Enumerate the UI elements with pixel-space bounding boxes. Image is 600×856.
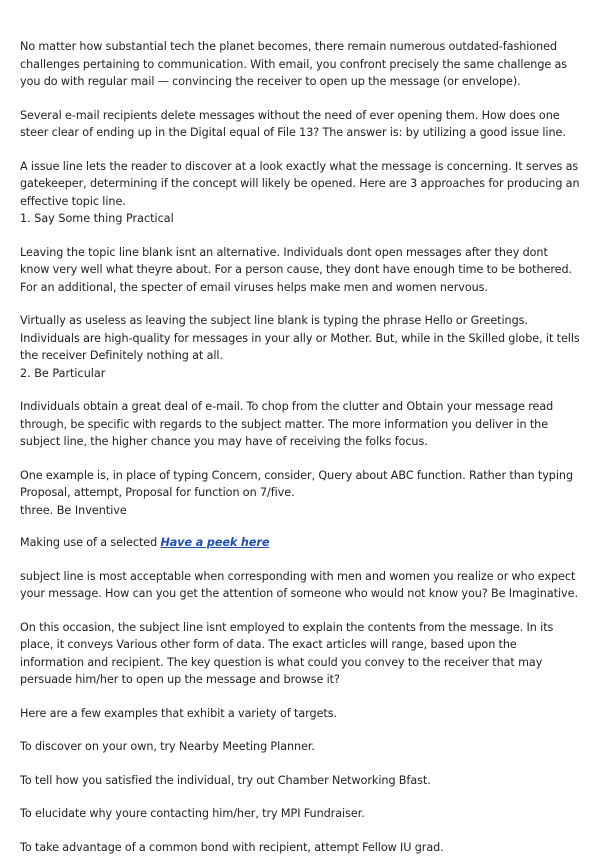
paragraph-acceptable: subject line is most acceptable when corresponding with men and women you realize or who expect your message. How can you get the attention of someone who would not know you? Be Imaginative. bbox=[20, 568, 580, 603]
paragraph-intro: No matter how substantial tech the planet becomes, there remain numerous outdated-fashioned challenges pertaining to communication. With email, you confront precisely the same challenge as you do with regular mail — convincing the receiver to open up the message (or envelope). bbox=[20, 38, 580, 91]
paragraph-occasion: On this occasion, the subject line isnt employed to explain the contents from the message. In its place, it conveys Various other form of data. The exact articles will range, based upon the information and recipient. The key question is what could you convey to the receiver that may persuade him/her to open up the message and browse it? bbox=[20, 619, 580, 689]
paragraph-example: One example is, in place of typing Concern, consider, Query about ABC function. Rather than typing Proposal, attempt, Proposal for function on 7/five. bbox=[20, 467, 580, 502]
paragraph-examples-intro: Here are a few examples that exhibit a variety of targets. bbox=[20, 705, 580, 723]
paragraph-mpi-fundraiser: To elucidate why youre contacting him/her, try MPI Fundraiser. bbox=[20, 805, 580, 823]
paragraph-chamber-networking: To tell how you satisfied the individual, try out Chamber Networking Bfast. bbox=[20, 772, 580, 790]
paragraph-blank-topic: Leaving the topic line blank isnt an alternative. Individuals dont open messages after they dont know very well what theyre about. For a person cause, they dont have enough time to be bothered. For an additional, the specter of email viruses helps make men and women nervous. bbox=[20, 244, 580, 297]
section-heading-inventive: three. Be Inventive bbox=[20, 502, 580, 520]
paragraph-hello-greetings: Virtually as useless as leaving the subject line blank is typing the phrase Hello or Greetings. Individuals are high-quality for messages in your ally or Mother. But, while in the Skilled globe, it tells the receiver Definitely nothing at all. bbox=[20, 312, 580, 365]
paragraph-clutter: Individuals obtain a great deal of e-mail. To chop from the clutter and Obtain your message read through, be specific with regards to the subject matter. The more information you deliver in the subject line, the higher chance you may have of receiving the folks focus. bbox=[20, 398, 580, 451]
have-a-peek-link[interactable]: Have a peek here bbox=[160, 536, 269, 549]
paragraph-issue-line: A issue line lets the reader to discover at a look exactly what the message is concerning. It serves as gatekeeper, determining if the concept will likely be opened. Here are 3 approaches for producing an effective topic line. bbox=[20, 158, 580, 211]
section-heading-practical: 1. Say Some thing Practical bbox=[20, 210, 580, 228]
paragraph-fellow-grad: To take advantage of a common bond with recipient, attempt Fellow IU grad. bbox=[20, 839, 580, 856]
link-prefix-text: Making use of a selected bbox=[20, 536, 160, 549]
section-heading-particular: 2. Be Particular bbox=[20, 365, 580, 383]
paragraph-link-line bbox=[20, 534, 580, 552]
paragraph-meeting-planner: To discover on your own, try Nearby Meeting Planner. bbox=[20, 738, 580, 756]
paragraph-delete-messages: Several e-mail recipients delete messages without the need of ever opening them. How does one steer clear of ending up in the Digital equal of File 13? The answer is: by utilizing a good issue line. bbox=[20, 107, 580, 142]
